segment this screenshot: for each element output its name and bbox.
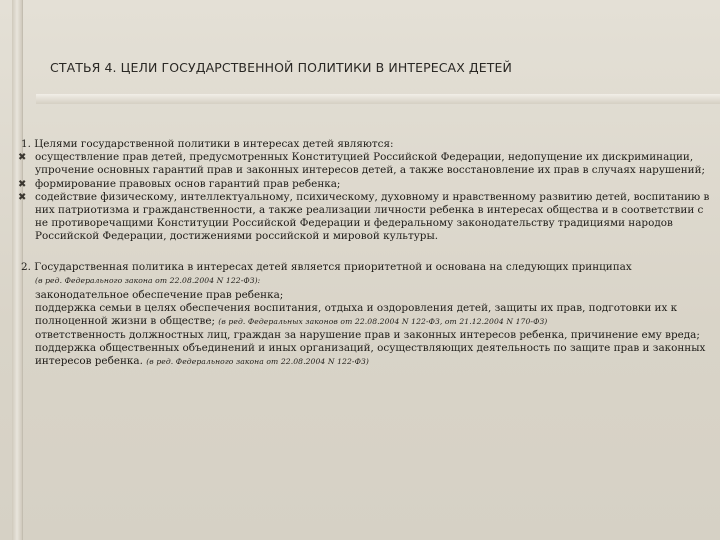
section2-heading: [18, 261, 714, 274]
title-divider: [36, 94, 720, 104]
section2-heading-text: 2. Государственная политика в интересах детей является приоритетной и основана на следующих принципах: [21, 260, 632, 273]
cross-bullet-icon: ✖: [18, 191, 27, 203]
principle-item: законодательное обеспечение прав ребенка;: [35, 289, 284, 302]
principle-text: поддержка семьи в целях обеспечения воспитания, отдыха и оздоровления детей, защиты их прав, подготовки их к полноценной жизни в обществе;: [35, 302, 678, 328]
slide-body: [18, 138, 714, 368]
list-item-text: осуществление прав детей, предусмотренных Конституцией Российской Федерации, недопущение их дискриминации, упрочение основных гарантий прав и законных интересов детей, а также восстановление их прав в случаях нарушений;: [35, 151, 706, 177]
legal-reference: (в ред. Федерального закона от 22.08.2004 N 122-ФЗ): [146, 357, 369, 367]
cross-bullet-icon: ✖: [18, 152, 27, 164]
list-item-text: формирование правовых основ гарантий прав ребенка;: [35, 177, 341, 190]
section2-heading-ref: [18, 274, 714, 287]
legal-reference: (в ред. Федерального закона от 22.08.2004 N 122-ФЗ):: [35, 275, 261, 285]
principle-item: ответственность должностных лиц, граждан за нарушение прав и законных интересов ребенка, причинение ему вреда;: [35, 328, 700, 341]
principle-item: [18, 302, 714, 328]
cross-bullet-icon: ✖: [18, 178, 27, 190]
section1-heading: 1. Целями государственной политики в интересах детей являются:: [21, 138, 394, 150]
principle-text: поддержка общественных объединений и иных организаций, осуществляющих деятельность по защите прав и законных интересов ребенка.: [35, 341, 706, 368]
list-item-text: содействие физическому, интеллектуальному, психическому, духовному и нравственному развитию детей, воспитанию в них патриотизма и гражданственности, а также реализации личности ребенка в интересах общества и в соответствии с не противоречащими Конституции Российской Федерации и федеральному законодательству традициями народов Российской Федерации, достижениями российской и мировой культуры.: [35, 190, 710, 243]
legal-reference: (в ред. Федеральных законов от 22.08.2004 N 122-ФЗ, от 21.12.2004 N 170-ФЗ): [218, 317, 548, 327]
principle-item: [18, 342, 714, 368]
list-item: [18, 151, 714, 177]
list-item: [18, 178, 714, 191]
slide-title: СТАТЬЯ 4. ЦЕЛИ ГОСУДАРСТВЕННОЙ ПОЛИТИКИ В ИНТЕРЕСАХ ДЕТЕЙ: [50, 60, 512, 75]
list-item: [18, 191, 714, 244]
